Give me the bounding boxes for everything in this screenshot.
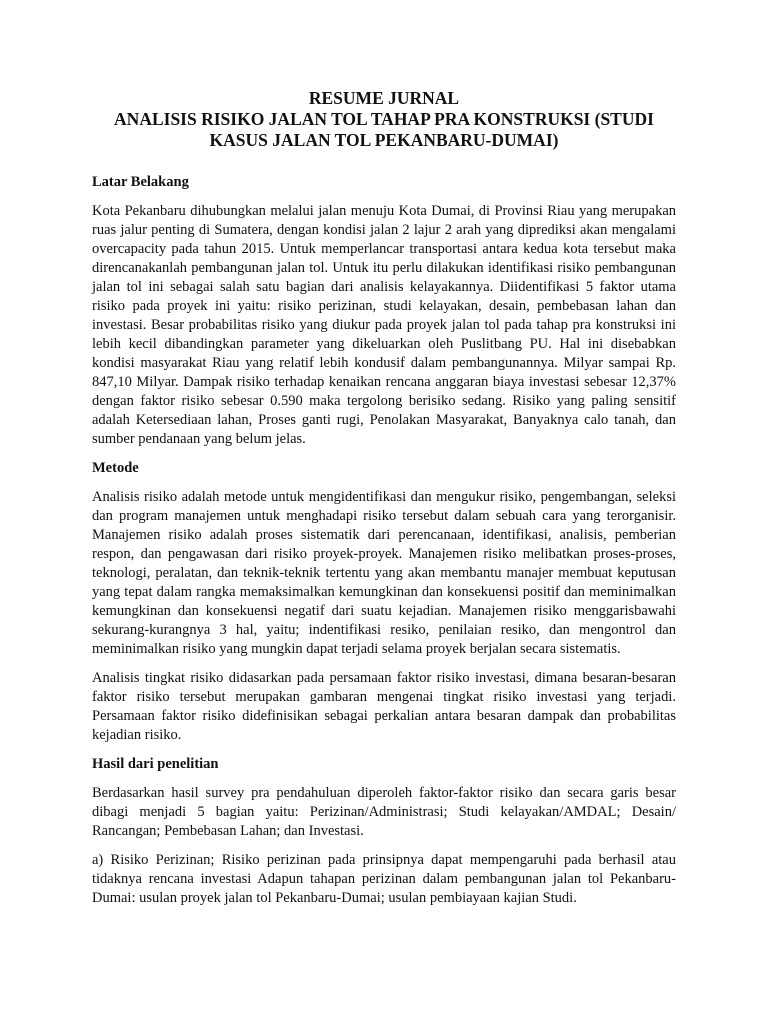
paragraph: Kota Pekanbaru dihubungkan melalui jalan menuju Kota Dumai, di Provinsi Riau yang merupakan ruas jalur penting di Sumatera, dengan kondisi jalan 2 lajur 2 arah yang diprediksi akan mengalami overcapacity pada tahun 2015. Untuk memperlancar transportasi antara kedua kota tersebut maka direncanakanlah pembangunan jalan tol. Untuk itu perlu dilakukan identifikasi risiko pembangunan jalan tol ini sebagai salah satu bagian dari analisis kelayakannya. Diidentifikasi 5 faktor utama risiko pada proyek ini yaitu: risiko perizinan, studi kelayakan, desain, pembebasan lahan dan investasi. Besar probabilitas risiko yang diukur pada proyek jalan tol pada tahap pra konstruksi ini lebih kecil dibandingkan parameter yang dikeluarkan oleh Puslitbang PU. Hal ini disebabkan kondisi masyarakat Riau yang relatif lebih kondusif dalam pembangunannya. Milyar sampai Rp. 847,10 Milyar. Dampak risiko terhadap kenaikan rencana anggaran biaya investasi sebesar 12,37% dengan faktor risiko sebesar 0.590 maka tergolong berisiko sedang. Risiko yang paling sensitif adalah Ketersediaan lahan, Proses ganti rugi, Penolakan Masyarakat, Banyaknya calo tanah, dan sumber pendanaan yang belum jelas.: [92, 203, 676, 447]
paragraph: Analisis tingkat risiko didasarkan pada persamaan faktor risiko investasi, dimana besaran-besaran faktor risiko tersebut merupakan gambaran mengenai tingkat risiko investasi yang terjadi. Persamaan faktor risiko didefinisikan sebagai perkalian antara besaran dampak dan probabilitas kejadian risiko.: [92, 670, 676, 743]
section-heading: Metode: [92, 460, 139, 476]
section-metode: [92, 459, 676, 745]
title-line-1: RESUME JURNAL: [308, 88, 460, 108]
paragraph: Berdasarkan hasil survey pra pendahuluan diperoleh faktor-faktor risiko dan secara garis besar dibagi menjadi 5 bagian yaitu: Perizinan/Administrasi; Studi kelayakan/AMDAL; Desain/ Rancangan; Pembebasan Lahan; dan Investasi.: [92, 785, 676, 839]
section-hasil-penelitian: [92, 755, 676, 908]
section-heading: Latar Belakang: [92, 174, 189, 190]
paragraph: a) Risiko Perizinan; Risiko perizinan pada prinsipnya dapat mempengaruhi pada berhasil atau tidaknya rencana investasi Adapun tahapan perizinan dalam pembangunan jalan tol Pekanbaru-Dumai: usulan proyek jalan tol Pekanbaru-Dumai; usulan pembiayaan kajian Studi.: [92, 852, 676, 906]
section-heading: Hasil dari penelitian: [92, 756, 219, 772]
section-latar-belakang: [92, 173, 676, 449]
paragraph: Analisis risiko adalah metode untuk mengidentifikasi dan mengukur risiko, pengembangan, seleksi dan program manajemen untuk menghadapi risiko tersebut dalam sebuah cara yang terorganisir. Manajemen risiko adalah proses sistematik dari perencanaan, identifikasi, analisis, pemberian respon, dan pengawasan dari risiko proyek-proyek. Manajemen risiko melibatkan proses-proses, teknologi, peralatan, dan teknik-teknik tertentu yang akan membantu manajer membuat keputusan yang tepat dalam rangka memaksimalkan kemungkinan dan konsekuensi positif dan meminimalkan kemungkinan dan konsekuensi negatif dari suatu kejadian. Manajemen risiko menggarisbawahi sekurang-kurangnya 3 hal, yaitu; indentifikasi resiko, penilaian resiko, dan mengontrol dan meminimalkan risiko yang mungkin dapat terjadi selama proyek berjalan secara sistematis.: [92, 489, 676, 657]
title-line-2: ANALISIS RISIKO JALAN TOL TAHAP PRA KONSTRUKSI (STUDI: [114, 109, 654, 129]
title-line-3: KASUS JALAN TOL PEKANBARU-DUMAI): [209, 130, 559, 150]
document-title: [92, 88, 676, 151]
